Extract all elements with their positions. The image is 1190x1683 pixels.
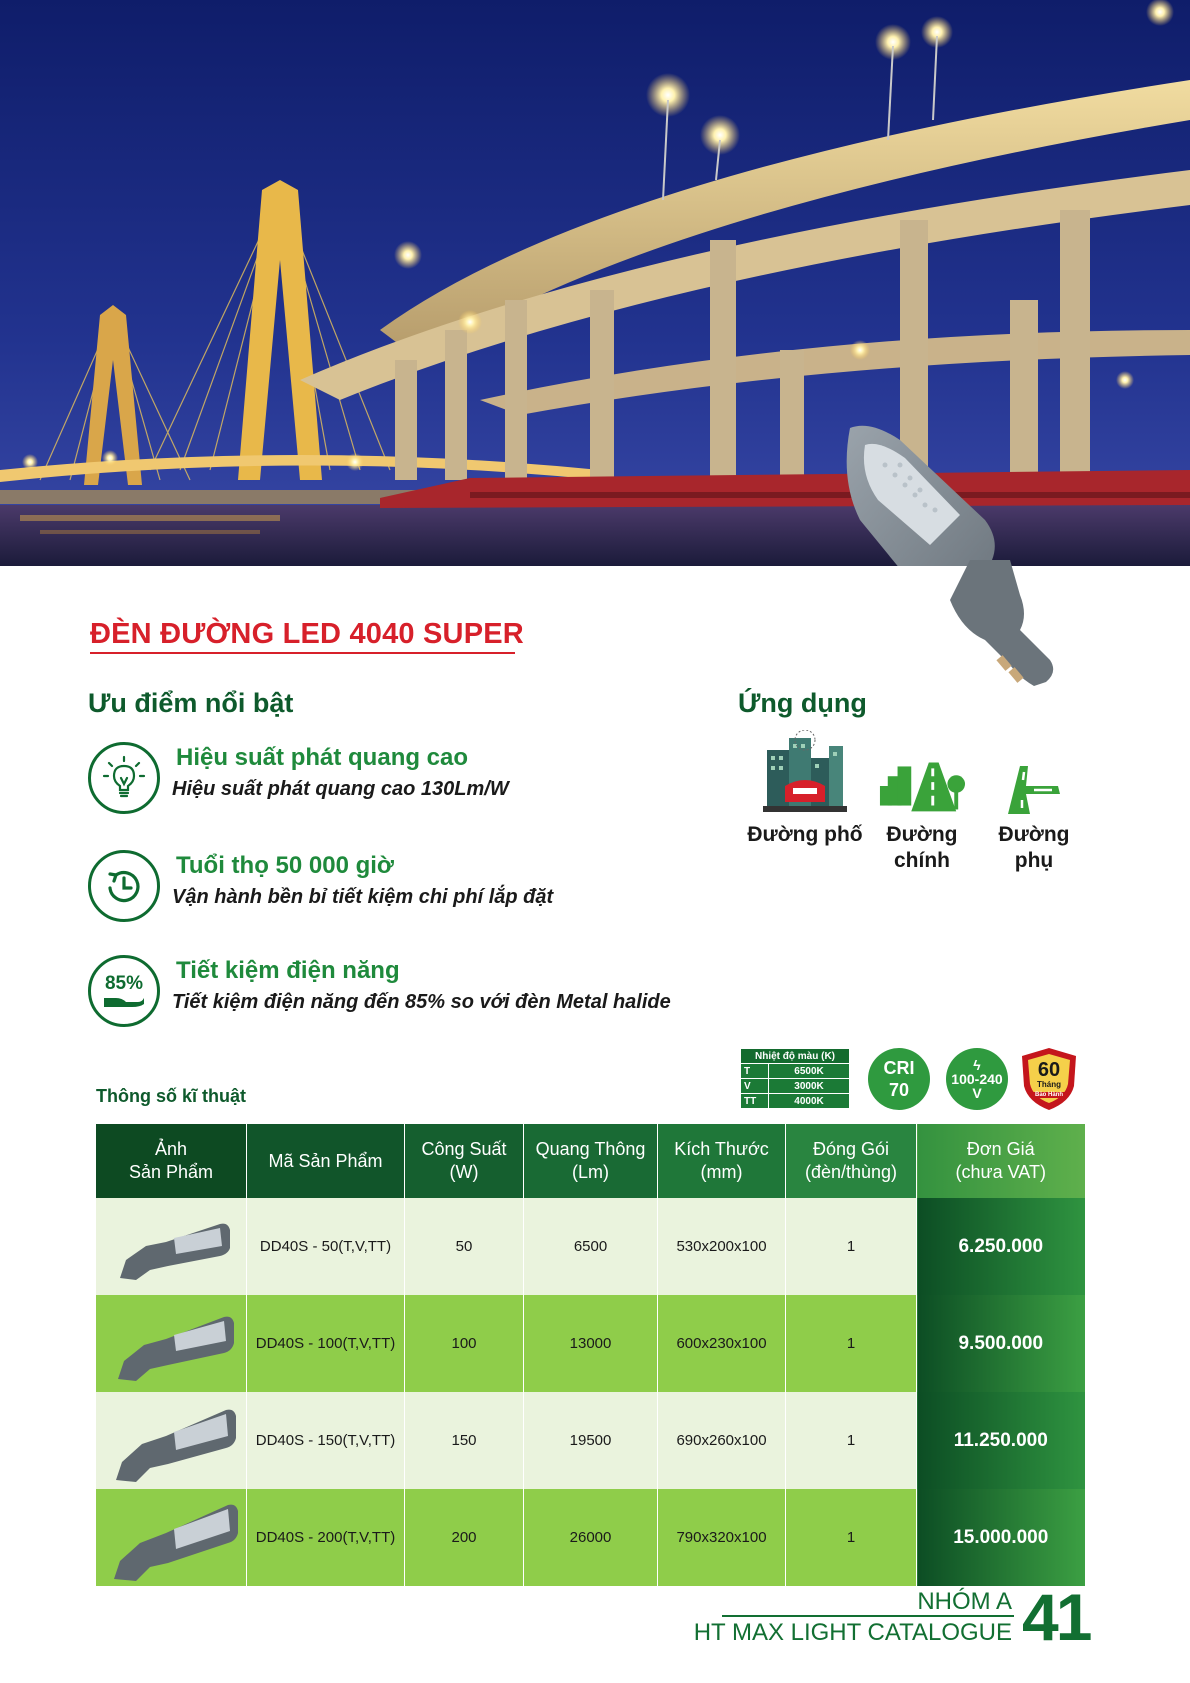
hand-icon <box>102 994 146 1008</box>
product-thumbnail <box>96 1198 247 1295</box>
color-temp-code: T <box>741 1064 769 1079</box>
cri-badge-label: CRI <box>883 1058 915 1078</box>
spec-heading: Thông số kĩ thuật <box>96 1086 246 1106</box>
table-row <box>96 1295 1085 1392</box>
product-packing: 1 <box>786 1489 917 1586</box>
column-header-price: Đơn Giá (chưa VAT) <box>917 1124 1085 1198</box>
product-lumen: 13000 <box>524 1295 658 1392</box>
voltage-range: 100-240 <box>951 1071 1003 1087</box>
lightbulb-icon <box>88 742 160 814</box>
application-label: Đường chính <box>886 823 958 872</box>
feature-item <box>88 850 708 924</box>
color-temp-value: 3000K <box>769 1079 850 1094</box>
application-label: Đường phụ <box>998 823 1070 872</box>
side-road-icon <box>990 730 1078 816</box>
column-header-packing: Đóng Gói (đèn/thùng) <box>786 1124 917 1198</box>
color-temperature-table <box>740 1048 850 1109</box>
applications-heading: Ứng dụng <box>738 688 867 718</box>
feature-description: Hiệu suất phát quang cao 130Lm/W <box>172 778 509 800</box>
city-street-icon <box>740 730 870 816</box>
product-code: DD40S - 200(T,V,TT) <box>247 1489 405 1586</box>
voltage-unit: V <box>972 1085 982 1101</box>
voltage-badge <box>946 1048 1008 1110</box>
cri-badge <box>868 1048 930 1110</box>
footer-divider <box>722 1615 1014 1617</box>
product-lumen: 19500 <box>524 1392 658 1489</box>
warranty-months: 60 <box>1037 1059 1061 1081</box>
lightning-icon: ϟ <box>973 1057 981 1073</box>
feature-title: Tiết kiệm điện năng <box>176 957 400 984</box>
feature-description: Vận hành bền bỉ tiết kiệm chi phí lắp đặt <box>172 886 554 908</box>
product-power: 150 <box>405 1392 524 1489</box>
application-label: Đường phố <box>747 823 863 846</box>
main-road-icon <box>878 730 966 816</box>
warranty-shield-badge <box>1018 1046 1080 1112</box>
color-temperature-header: Nhiệt độ màu (K) <box>741 1049 850 1064</box>
product-price: 11.250.000 <box>917 1392 1085 1489</box>
feature-title: Tuổi thọ 50 000 giờ <box>176 852 394 879</box>
column-header-image: Ảnh Sản Phẩm <box>96 1124 247 1198</box>
column-header-power: Công Suất (W) <box>405 1124 524 1198</box>
energy-saving-icon-text: 85% <box>104 973 144 994</box>
application-item <box>878 730 966 874</box>
title-underline <box>90 652 515 654</box>
product-power: 50 <box>405 1198 524 1295</box>
column-header-code: Mã Sản Phẩm <box>247 1124 405 1198</box>
product-price: 6.250.000 <box>917 1198 1085 1295</box>
column-header-lumen: Quang Thông (Lm) <box>524 1124 658 1198</box>
color-temp-code: V <box>741 1079 769 1094</box>
color-temp-code: TT <box>741 1094 769 1109</box>
product-thumbnail <box>96 1295 247 1392</box>
feature-item <box>88 955 708 1029</box>
product-thumbnail <box>96 1489 247 1586</box>
color-temp-value: 6500K <box>769 1064 850 1079</box>
features-heading: Ưu điểm nổi bật <box>88 688 294 718</box>
feature-description: Tiết kiệm điện năng đến 85% so với đèn Metal halide <box>172 991 671 1013</box>
street-lamp-mount <box>900 560 1060 690</box>
lifespan-clock-icon <box>88 850 160 922</box>
product-price: 15.000.000 <box>917 1489 1085 1586</box>
footer-group-label: NHÓM A <box>917 1588 1012 1615</box>
energy-saving-icon <box>88 955 160 1027</box>
table-header-row <box>96 1124 1085 1198</box>
product-packing: 1 <box>786 1295 917 1392</box>
feature-title: Hiệu suất phát quang cao <box>176 744 469 771</box>
product-size: 690x260x100 <box>658 1392 786 1489</box>
product-packing: 1 <box>786 1198 917 1295</box>
column-header-size: Kích Thước (mm) <box>658 1124 786 1198</box>
table-row <box>96 1392 1085 1489</box>
product-code: DD40S - 150(T,V,TT) <box>247 1392 405 1489</box>
product-lumen: 26000 <box>524 1489 658 1586</box>
page-number: 41 <box>1022 1580 1090 1654</box>
product-power: 100 <box>405 1295 524 1392</box>
product-packing: 1 <box>786 1392 917 1489</box>
feature-item <box>88 742 708 816</box>
spec-table <box>96 1124 1085 1586</box>
product-code: DD40S - 50(T,V,TT) <box>247 1198 405 1295</box>
product-lumen: 6500 <box>524 1198 658 1295</box>
product-code: DD40S - 100(T,V,TT) <box>247 1295 405 1392</box>
product-price: 9.500.000 <box>917 1295 1085 1392</box>
hero-photo <box>0 0 1190 566</box>
product-thumbnail <box>96 1392 247 1489</box>
product-power: 200 <box>405 1489 524 1586</box>
table-row <box>96 1198 1085 1295</box>
table-row <box>96 1489 1085 1586</box>
bridge-night-scene <box>0 0 1190 566</box>
warranty-label: Bảo Hành <box>1032 1092 1066 1098</box>
application-item <box>740 730 870 848</box>
warranty-unit: Tháng <box>1037 1080 1061 1089</box>
product-size: 600x230x100 <box>658 1295 786 1392</box>
footer-catalogue-name: HT MAX LIGHT CATALOGUE <box>693 1619 1012 1646</box>
color-temp-value: 4000K <box>769 1094 850 1109</box>
cri-badge-value: 70 <box>888 1080 910 1100</box>
product-size: 790x320x100 <box>658 1489 786 1586</box>
application-item <box>990 730 1078 874</box>
product-size: 530x200x100 <box>658 1198 786 1295</box>
product-title: ĐÈN ĐƯỜNG LED 4040 SUPER <box>90 618 524 650</box>
